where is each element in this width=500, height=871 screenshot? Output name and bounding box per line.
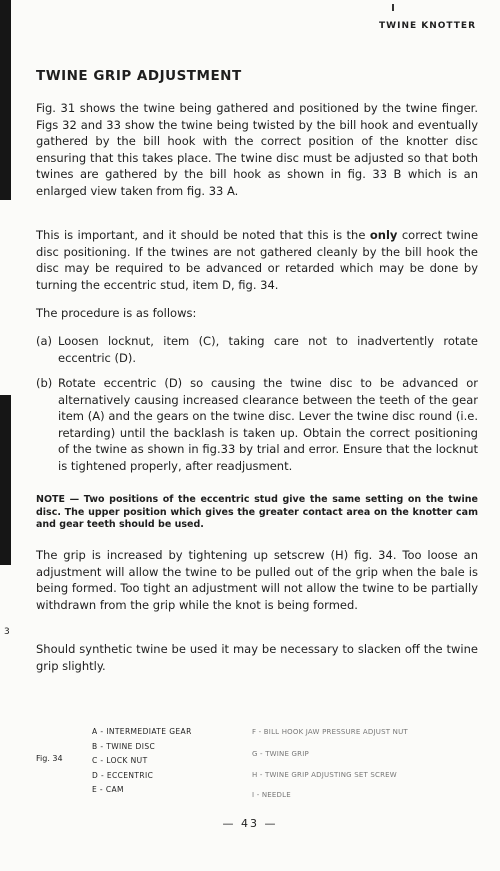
page-number-value: 43 <box>241 817 259 830</box>
legend-right <box>252 725 408 802</box>
note: NOTE — Two positions of the eccentric stud give the same setting on the twine disc. The upper position which gives the greater contact area on the knotter cam and gear teeth should be used. <box>36 494 478 530</box>
grip-paragraph: The grip is increased by tightening up setscrew (H) fig. 34. Too loose an adjustment will allow the twine to be pulled out of the grip when the bale is being formed. Too tight an adjustment will not allow the twine to be partially withdrawn from the grip while the knot is being formed. <box>36 548 478 612</box>
important-text-after: correct twine disc positioning. If the twines are not gathered cleanly by the bill hook the disc may be required to be advanced or retarded which may be done by turning the eccentric stud, item D, fig. 34. <box>36 228 479 292</box>
legend-item: H - TWINE GRIP ADJUSTING SET SCREW <box>252 771 397 779</box>
legend-item: G - TWINE GRIP <box>252 749 309 758</box>
synthetic-paragraph: Should synthetic twine be used it may be necessary to slacken off the twine grip slightly. <box>36 642 478 673</box>
legend-item: A - INTERMEDIATE GEAR <box>92 727 192 736</box>
procedure-intro: The procedure is as follows: <box>36 306 197 320</box>
step-b <box>36 375 478 474</box>
step-b-text: Rotate eccentric (D) so causing the twine disc to be advanced or alternatively causing increased clearance between the teeth of the gear item (A) and the gears on the twine disc. Lever the twine disc round (i.e. retarding) until the backlash is taken up. Obtain the correct positioning of the twine as shown in fig.33 by trial and error. Ensure that the locknut is tightened properly, after readjusment. <box>58 376 478 473</box>
page-number: — 43 — <box>222 817 278 830</box>
important-paragraph <box>36 227 478 293</box>
stray-mark <box>392 4 394 11</box>
figure-label: Fig. 34 <box>36 754 63 763</box>
step-b-marker: (b) <box>36 376 53 390</box>
running-head: TWINE KNOTTER <box>379 21 476 31</box>
binding-edge-top <box>0 0 11 200</box>
legend-left <box>92 725 192 798</box>
step-a-text: Loosen locknut, item (C), taking care not to inadvertently rotate eccentric (D). <box>58 334 478 365</box>
intro-paragraph: Fig. 31 shows the twine being gathered and positioned by the twine finger. Figs 32 and 33 show the twine being twisted by the bill hook and eventually gathered by the bill hook with the correct position of the knotter disc ensuring that this takes place. The twine disc must be adjusted so that both twines are gathered by the bill hook as shown in fig. 33 B which is an enlarged view taken from fig. 33 A. <box>36 101 478 198</box>
legend-item: D - ECCENTRIC <box>92 770 154 780</box>
legend-item: F - BILL HOOK JAW PRESSURE ADJUST NUT <box>252 728 408 736</box>
page-title: TWINE GRIP ADJUSTMENT <box>36 68 242 84</box>
step-a <box>36 333 478 366</box>
important-text-before: This is important, and it should be noted that this is the <box>36 228 366 242</box>
step-a-marker: (a) <box>36 334 53 348</box>
legend-item: E - CAM <box>92 785 124 794</box>
legend-item: I - NEEDLE <box>252 790 291 799</box>
binding-edge-bottom <box>0 395 11 565</box>
important-emphasis: only <box>369 228 398 242</box>
legend-item: B - TWINE DISC <box>92 741 156 751</box>
margin-digit: 3 <box>4 627 10 637</box>
legend-item: C - LOCK NUT <box>92 756 148 765</box>
